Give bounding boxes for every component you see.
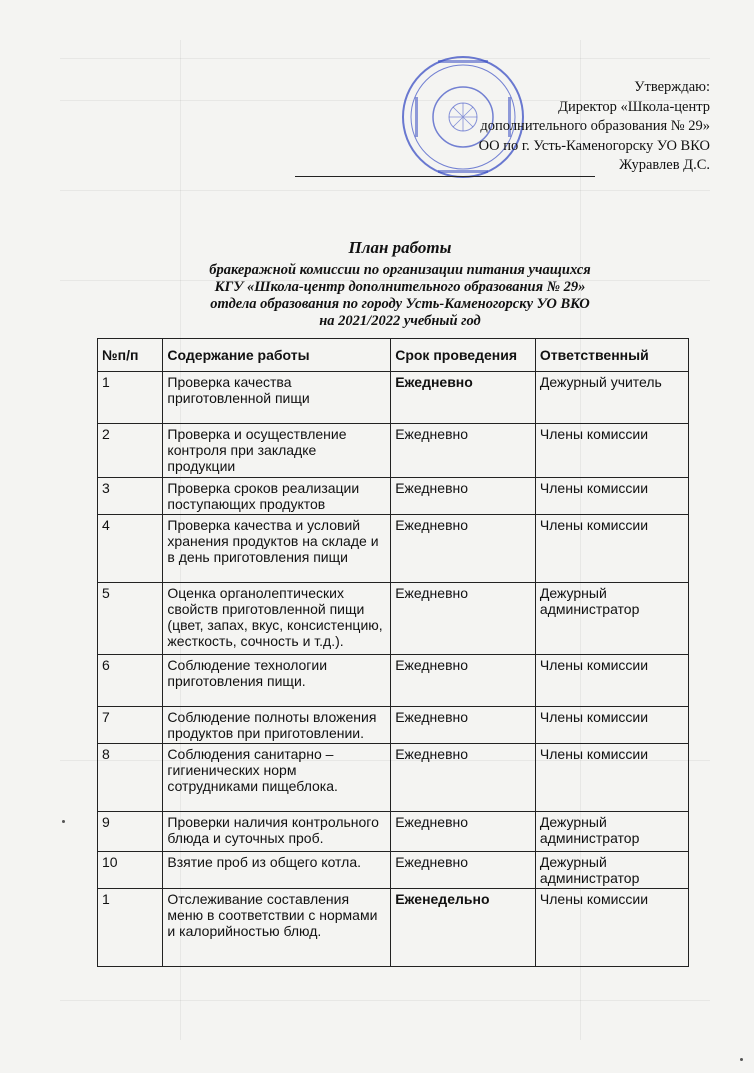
row-responsible: Члены комиссии — [535, 424, 688, 478]
row-term: Еженедельно — [391, 889, 536, 967]
row-content: Оценка органолептических свойств приготовленной пищи (цвет, запах, вкус, консистенцию, жесткость, сочность и т.д.). — [163, 583, 391, 655]
row-term: Ежедневно — [391, 372, 536, 424]
row-content: Проверка качества приготовленной пищи — [163, 372, 391, 424]
approval-heading: Утверждаю: — [634, 79, 710, 95]
row-responsible: Дежурный администратор — [535, 852, 688, 889]
row-responsible: Члены комиссии — [535, 744, 688, 812]
row-term: Ежедневно — [391, 583, 536, 655]
scan-speck — [62, 820, 65, 823]
row-num: 4 — [98, 515, 163, 583]
approval-position: Директор «Школа-центр — [558, 98, 710, 115]
row-content: Соблюдения санитарно – гигиенических норм сотрудниками пищеблока. — [163, 744, 391, 812]
row-content: Проверка качества и условий хранения продуктов на складе и в день приготовления пищи — [163, 515, 391, 583]
table-row — [98, 744, 689, 812]
row-responsible: Дежурный администратор — [535, 583, 688, 655]
row-responsible: Дежурный учитель — [535, 372, 688, 424]
table-row — [98, 424, 689, 478]
approval-name: Журавлев Д.С. — [619, 157, 710, 173]
row-term: Ежедневно — [391, 852, 536, 889]
row-num: 3 — [98, 478, 163, 515]
title-line: КГУ «Школа-центр дополнительного образования № 29» — [214, 279, 586, 295]
row-responsible: Члены комиссии — [535, 655, 688, 707]
approval-organization: дополнительного образования № 29» — [480, 118, 710, 134]
header-term: Срок проведения — [391, 339, 536, 372]
table-row — [98, 515, 689, 583]
table-row — [98, 812, 689, 852]
row-num: 1 — [98, 889, 163, 967]
table-row — [98, 478, 689, 515]
row-responsible: Члены комиссии — [535, 515, 688, 583]
row-num: 5 — [98, 583, 163, 655]
table-row — [98, 707, 689, 744]
row-content: Проверка сроков реализации поступающих продуктов — [163, 478, 391, 515]
table-row — [98, 852, 689, 889]
title-line: отдела образования по городу Усть-Каменогорску УО ВКО — [210, 296, 590, 312]
row-responsible: Дежурный администратор — [535, 812, 688, 852]
row-content: Соблюдение полноты вложения продуктов при приготовлении. — [163, 707, 391, 744]
table-row — [98, 655, 689, 707]
row-responsible: Члены комиссии — [535, 707, 688, 744]
table-header-row — [98, 339, 689, 372]
row-term: Ежедневно — [391, 744, 536, 812]
row-num: 7 — [98, 707, 163, 744]
row-term: Ежедневно — [391, 515, 536, 583]
bleed-through-line — [60, 1000, 710, 1001]
row-content: Соблюдение технологии приготовления пищи. — [163, 655, 391, 707]
document-title-block — [150, 238, 650, 330]
title-line: бракеражной комиссии по организации питания учащихся — [209, 262, 591, 278]
row-responsible: Члены комиссии — [535, 889, 688, 967]
row-content: Взятие проб из общего котла. — [163, 852, 391, 889]
header-content: Содержание работы — [163, 339, 391, 372]
row-num: 1 — [98, 372, 163, 424]
scan-speck — [740, 1058, 743, 1061]
table-row — [98, 889, 689, 967]
row-num: 6 — [98, 655, 163, 707]
signature-line — [295, 176, 595, 177]
approval-block — [440, 78, 710, 176]
row-term: Ежедневно — [391, 478, 536, 515]
row-responsible: Члены комиссии — [535, 478, 688, 515]
row-num: 10 — [98, 852, 163, 889]
title-line: на 2021/2022 учебный год — [319, 313, 481, 329]
row-content: Проверка и осуществление контроля при закладке продукции — [163, 424, 391, 478]
row-num: 9 — [98, 812, 163, 852]
row-content: Проверки наличия контрольного блюда и суточных проб. — [163, 812, 391, 852]
row-term: Ежедневно — [391, 707, 536, 744]
bleed-through-line — [60, 190, 710, 191]
table-row — [98, 583, 689, 655]
row-term: Ежедневно — [391, 812, 536, 852]
row-num: 8 — [98, 744, 163, 812]
approval-department: ОО по г. Усть-Каменогорску УО ВКО — [478, 137, 710, 154]
header-responsible: Ответственный — [535, 339, 688, 372]
bleed-through-line — [60, 58, 710, 59]
row-content: Отслеживание составления меню в соответствии с нормами и калорийностью блюд. — [163, 889, 391, 967]
row-num: 2 — [98, 424, 163, 478]
work-plan-table — [97, 338, 689, 967]
header-num: №п/п — [98, 339, 163, 372]
row-term: Ежедневно — [391, 424, 536, 478]
document-title: План работы — [348, 238, 452, 257]
row-term: Ежедневно — [391, 655, 536, 707]
table-row — [98, 372, 689, 424]
